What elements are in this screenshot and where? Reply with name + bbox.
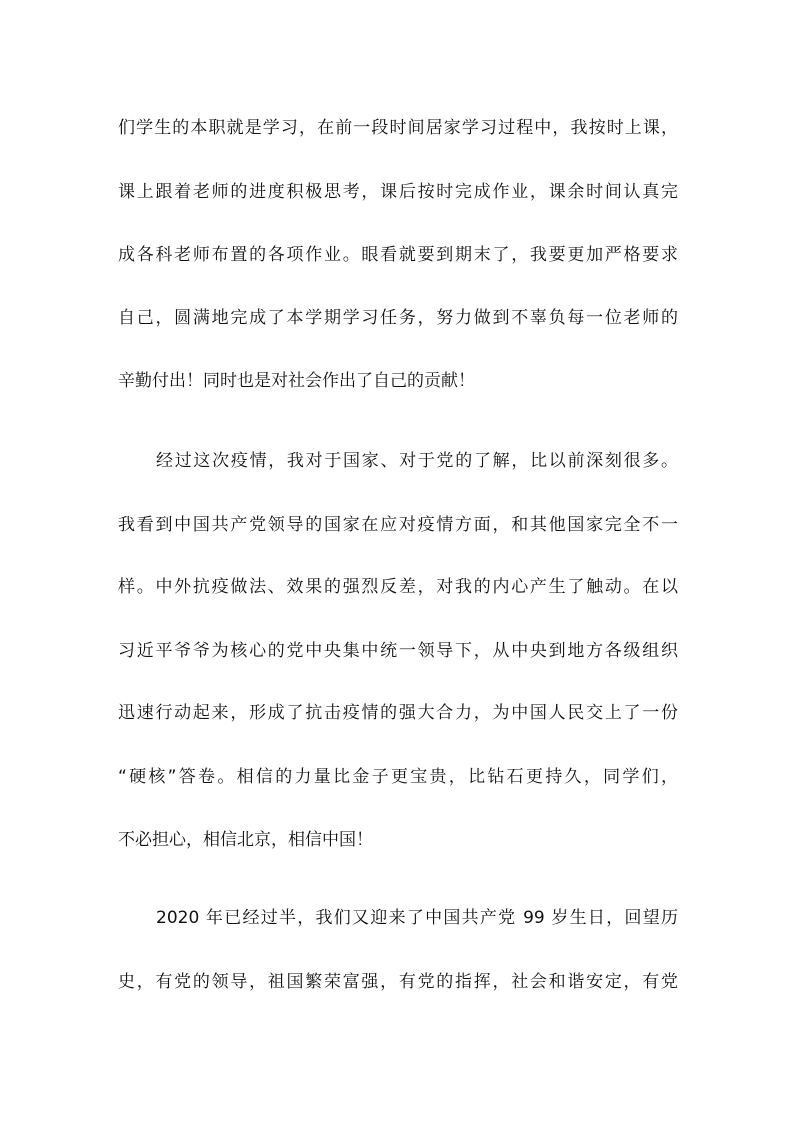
text-line: 史，有党的领导，祖国繁荣富强，有党的指挥，社会和谐安定，有党 bbox=[118, 972, 678, 992]
text-line: 我看到中国共产党领导的国家在应对疫情方面，和其他国家完全不一 bbox=[118, 515, 678, 535]
text-line: 自己，圆满地完成了本学期学习任务，努力做到不辜负每一位老师的 bbox=[118, 308, 678, 328]
text-line: 成各科老师布置的各项作业。眼看就要到期末了，我要更加严格要求 bbox=[118, 245, 678, 265]
text-line-indented: 经过这次疫情，我对于国家、对于党的了解，比以前深刻很多。 bbox=[156, 451, 678, 471]
text-line: 习近平爷爷为核心的党中央集中统一领导下，从中央到地方各级组织 bbox=[118, 641, 678, 661]
text-line: 不必担心，相信北京，相信中国！ bbox=[118, 830, 373, 850]
text-line: 们学生的本职就是学习，在前一段时间居家学习过程中，我按时上课， bbox=[118, 118, 678, 138]
text-line-indented: 2020 年已经过半，我们又迎来了中国共产党 99 岁生日，回望历 bbox=[156, 908, 678, 928]
text-line: 迅速行动起来，形成了抗击疫情的强大合力，为中国人民交上了一份 bbox=[118, 703, 678, 723]
text-line: “硬核”答卷。相信的力量比金子更宝贵，比钻石更持久，同学们， bbox=[118, 767, 678, 787]
text-line: 辛勤付出！同时也是对社会作出了自己的贡献！ bbox=[118, 371, 475, 391]
text-line: 课上跟着老师的进度积极思考，课后按时完成作业，课余时间认真完 bbox=[118, 182, 678, 202]
text-line: 样。中外抗疫做法、效果的强烈反差，对我的内心产生了触动。在以 bbox=[118, 577, 678, 597]
